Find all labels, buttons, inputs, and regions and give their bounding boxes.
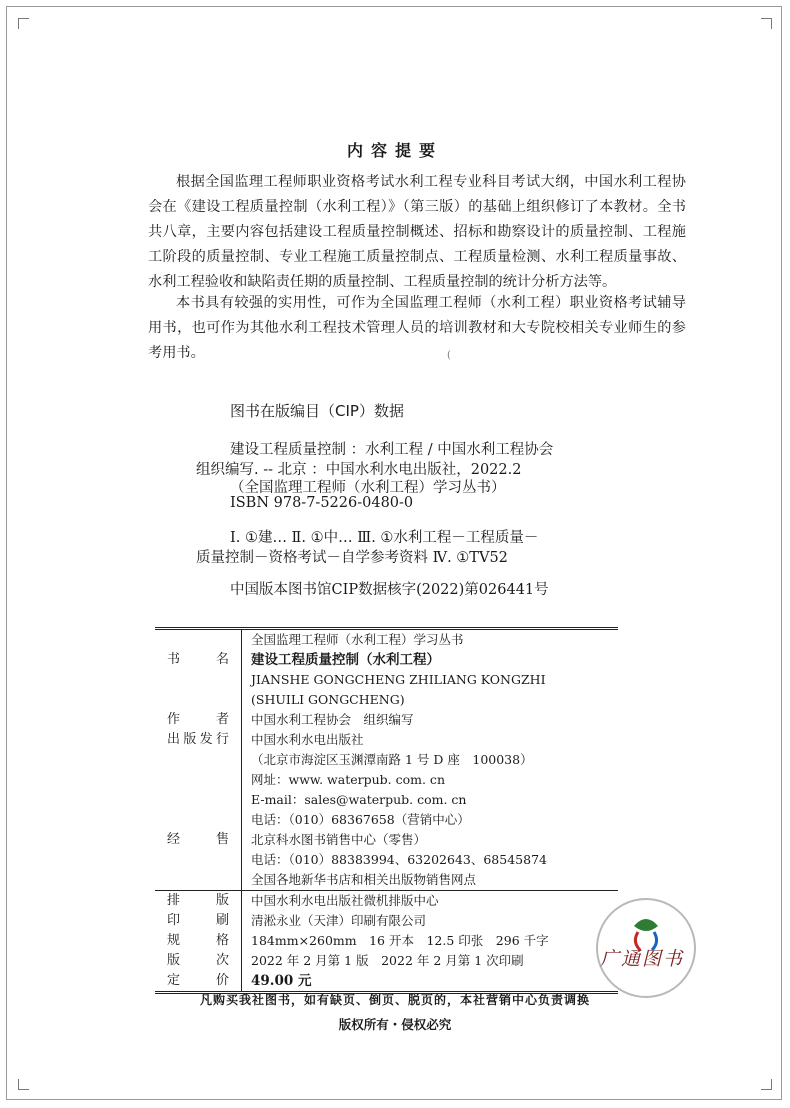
- publisher-website: 网址：www. waterpub. com. cn: [251, 772, 445, 787]
- crop-mark: [761, 18, 772, 29]
- edition: 2022 年 2 月第 1 版 2022 年 2 月第 1 次印刷: [251, 953, 524, 968]
- typesetter: 中国水利水电出版社微机排版中心: [251, 893, 439, 908]
- seller-network: 全国各地新华书店和相关出版物销售网点: [251, 872, 477, 887]
- book-title: 建设工程质量控制（水利工程）: [251, 652, 440, 668]
- seller-phone: 电话：（010）88383994、63202643、68545874: [251, 852, 547, 867]
- copyright-info-table: 书 名 作 者 出 版 发 行 经 售 全国监理工程师（水利工程）学习丛书 建设工程质量控制（水利工程） JIANSHE GONGCHENG ZHILIANG KONGZHI (SHUILI GONGCHENG) 中国水利工程协会 组织编写 中国水利水电出版社 （北京市海淀区玉渊潭南路 1 号 D 座 100038） 网址：www. waterpub. com. cn E-mail：sales@waterpub. com. cn 电话：（010）68367658（营销中心） 北京科水图书销售中心（零售） 电话：（010）88383994、63202643、68545874 全国各地新华书店和相关出版物销售网点 排 版 印 刷 规 格 版 次 定 价 中国水利水电出版社微机排版中心 清淞永业（天津）印刷有限公司 184mm×260mm 16 开本 12.5 印张 296 千字 2022 年 2 月第 1 版 2022 年 2 月第 1 次印刷 49.00 元: [155, 627, 618, 994]
- cip-class-2: 质量控制－资格考试－自学参考资料 Ⅳ. ①TV52: [196, 550, 508, 566]
- publisher: 中国水利水电出版社: [251, 732, 364, 747]
- printer: 清淞永业（天津）印刷有限公司: [251, 913, 427, 928]
- crop-mark: [18, 1079, 29, 1090]
- cip-title: 图书在版编目（CIP）数据: [230, 402, 404, 420]
- replacement-notice: 凡购买我社图书，如有缺页、倒页、脱页的，本社营销中心负责调换: [199, 993, 590, 1007]
- publisher-address: （北京市海淀区玉渊潭南路 1 号 D 座 100038）: [251, 752, 533, 767]
- cip-isbn: ISBN 978-7-5226-0480-0: [230, 495, 414, 511]
- seller: 北京科水图书销售中心（零售）: [251, 832, 427, 847]
- watermark-text: 广通图书: [600, 948, 685, 970]
- copyright-notice: 版权所有・侵权必究: [338, 1017, 452, 1032]
- author: 中国水利工程协会 组织编写: [251, 712, 414, 727]
- summary-paragraph-2: 本书具有较强的实用性，可作为全国监理工程师（水利工程）职业资格考试辅导用书，也可作为其他水利工程技术管理人员的培训教材和大专院校相关专业师生的参考用书。: [148, 295, 686, 361]
- book-title-pinyin: JIANSHE GONGCHENG ZHILIANG KONGZHI: [251, 672, 546, 687]
- cip-class-1: Ⅰ. ①建… Ⅱ. ①中… Ⅲ. ①水利工程－工程质量－: [230, 530, 539, 546]
- crop-mark: [761, 1079, 772, 1090]
- cip-line-2: 组织编写. -- 北京 ：中国水利水电出版社，2022.2: [196, 462, 522, 478]
- cip-line-1: 建设工程质量控制 ：水利工程 / 中国水利工程协会: [230, 442, 554, 458]
- cip-line-3: （全国监理工程师（水利工程）学习丛书）: [230, 480, 506, 496]
- specification: 184mm×260mm 16 开本 12.5 印张 296 千字: [251, 933, 549, 948]
- summary-paragraph-1: 根据全国监理工程师职业资格考试水利工程专业科目考试大纲，中国水利工程协会在《建设工程质量控制（水利工程）》（第三版）的基础上组织修订了本教材。全书共八章，主要内容包括建设工程质量控制概述、招标和勘察设计的质量控制、工程施工阶段的质量控制、专业工程施工质量控制点、工程质量检测、水利工程质量事故、水利工程验收和缺陷责任期的质量控制、工程质量控制的统计分析方法等。: [148, 174, 686, 290]
- summary-heading: 内容提要: [346, 141, 443, 160]
- cip-verify: 中国版本图书馆CIP数据核字(2022)第026441号: [230, 582, 549, 598]
- series-name: 全国监理工程师（水利工程）学习丛书: [251, 632, 464, 647]
- crop-mark: [18, 18, 29, 29]
- tick-mark: (: [447, 350, 451, 361]
- publisher-email: E-mail：sales@waterpub. com. cn: [251, 792, 467, 807]
- price: 49.00 元: [251, 973, 312, 989]
- publisher-phone: 电话：（010）68367658（营销中心）: [251, 812, 470, 827]
- book-subtitle-pinyin: (SHUILI GONGCHENG): [251, 692, 405, 707]
